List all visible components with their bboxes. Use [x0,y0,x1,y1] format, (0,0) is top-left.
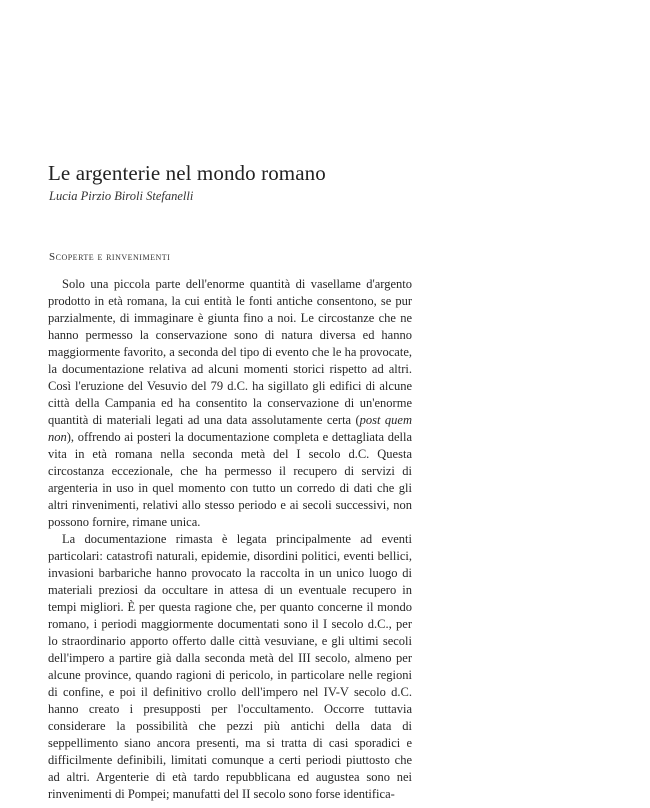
paragraph-1-text-start: Solo una piccola parte dell'enorme quantità di vasellame d'argento prodotto in età romana, la cui entità le fonti antiche consentono, se pur parzialmente, di immaginare è giunta fino a noi. Le circostanze che ne hanno permesso la conservazione sono di natura diversa ed hanno maggiormente favorito, a seconda del tipo di evento che le ha provocate, la documentazione relativa ad alcuni momenti storici rispetto ad altri. Così l'eruzione del Vesuvio del 79 d.C. ha sigillato gli edifici di alcune città della Campania ed ha consentito la conservazione di un'enorme quantità di materiali legati ad una data assolutamente certa ( [48,277,412,427]
paragraph-1-italic-phrase: post quem non [48,413,412,444]
paragraph-1 [48,276,412,531]
article-author: Lucia Pirzio Biroli Stefanelli [49,189,194,203]
article-title: Le argenterie nel mondo romano [48,161,326,185]
article-body [48,276,412,803]
paragraph-1-text-end: ), offrendo ai posteri la documentazione completa e dettagliata della vita in età romana nella seconda metà del I secolo d.C. Questa circostanza eccezionale, che ha permesso il recupero di servizi di argenteria in uso in quel momento con tutto un corredo di dati che gli altri rinvenimenti, relativi allo stesso periodo e ai secoli successivi, non possono fornire, rimane unica. [48,430,412,529]
paragraph-2: La documentazione rimasta è legata principalmente ad eventi particolari: catastrofi naturali, epidemie, disordini politici, eventi bellici, invasioni barbariche hanno provocato la raccolta in un unico luogo di materiali preziosi da occultare in attesa di un eventuale recupero in tempi migliori. È per questa ragione che, per quanto concerne il mondo romano, i periodi maggiormente documentati sono il I secolo d.C., per lo straordinario apporto offerto dalle città vesuviane, e gli ultimi secoli dell'impero a partire già dalla seconda metà del III secolo, almeno per alcune province, quando ragioni di pericolo, in particolare nelle regioni di confine, e poi il definitivo crollo dell'impero nel IV-V secolo d.C. hanno creato i presupposti per l'occultamento. Occorre tuttavia considerare la possibilità che pezzi più antichi della data di seppellimento siano ancora presenti, ma si tratta di casi sporadici e difficilmente definibili, limitati comunque a certi periodi piuttosto che ad altri. Argenterie di età tardo repubblicana ed augustea sono nei rinvenimenti di Pompei; manufatti del II secolo sono forse identifica- [48,532,412,801]
section-heading: Scoperte e rinvenimenti [49,251,171,263]
